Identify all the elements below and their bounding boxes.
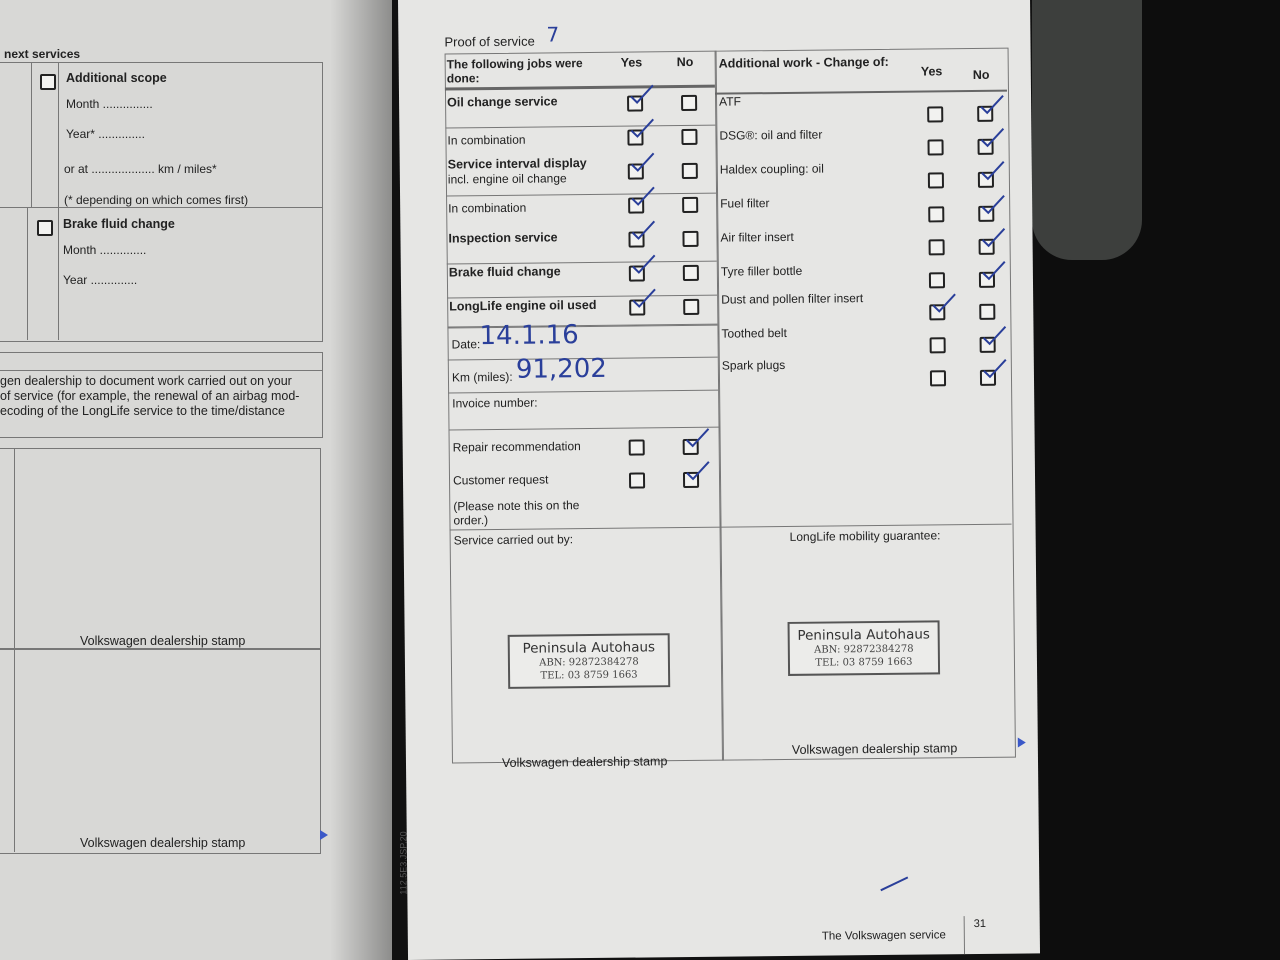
job-label: Service interval display xyxy=(447,156,587,172)
additional-tick xyxy=(979,94,1005,116)
date-label: Date: xyxy=(451,337,481,352)
repair-yes-checkbox[interactable] xyxy=(629,439,645,455)
job-no-checkbox[interactable] xyxy=(683,265,699,281)
job-no-checkbox[interactable] xyxy=(683,299,699,315)
job-label: Brake fluid change xyxy=(448,264,561,280)
side-code: 112.5E3.JSP.20 xyxy=(398,831,409,895)
additional-scope-note: (* depending on which comes first) xyxy=(64,193,249,207)
order-note: (Please note this on the order.) xyxy=(453,498,580,528)
pen-mark xyxy=(880,876,908,891)
additional-scope-title: Additional scope xyxy=(66,71,167,85)
additional-yes-checkbox[interactable] xyxy=(927,106,943,122)
page-shadow xyxy=(330,0,392,960)
job-yes-tick xyxy=(630,185,656,207)
brake-fluid-title: Brake fluid change xyxy=(63,217,175,231)
additional-label: Air filter insert xyxy=(720,229,794,245)
job-label: In combination xyxy=(447,132,526,148)
additional-yes-checkbox[interactable] xyxy=(930,370,946,386)
proof-title: Proof of service xyxy=(444,33,535,50)
additional-scope-month: Month ............... xyxy=(66,97,153,111)
job-no-checkbox[interactable] xyxy=(681,129,697,145)
proof-number: 7 xyxy=(546,22,560,47)
stamp-label-guarantee: Volkswagen dealership stamp xyxy=(791,741,958,757)
additional-yes-checkbox[interactable] xyxy=(928,172,944,188)
dealer-stamp-right xyxy=(788,620,941,676)
additional-tick xyxy=(982,358,1008,380)
stamp-label-1: Volkswagen dealership stamp xyxy=(80,634,246,648)
right-page xyxy=(398,0,1040,960)
info-line-3: ecoding of the LongLife service to the time/distance xyxy=(0,404,285,418)
customer-yes-checkbox[interactable] xyxy=(629,472,645,488)
additional-tick xyxy=(979,127,1005,149)
job-label: Oil change service xyxy=(447,94,558,110)
additional-tick xyxy=(980,160,1006,182)
additional-scope-year: Year* .............. xyxy=(66,127,145,141)
repair-label: Repair recommendation xyxy=(452,439,581,455)
additional-label: Fuel filter xyxy=(720,196,770,211)
repair-no-tick xyxy=(684,427,710,449)
additional-scope-km: or at ................... km / miles* xyxy=(64,162,217,176)
km-value: 91,202 xyxy=(515,353,608,385)
service-by-label: Service carried out by: xyxy=(453,532,574,548)
additional-no-checkbox[interactable] xyxy=(979,304,995,320)
additional-scope-checkbox[interactable] xyxy=(40,74,56,90)
info-line-1: gen dealership to document work carried out on your xyxy=(0,374,292,388)
additional-label: ATF xyxy=(719,94,741,109)
next-services-header: next services xyxy=(4,47,81,61)
additional-label: DSG®: oil and filter xyxy=(719,127,823,143)
additional-yes-header: Yes xyxy=(920,64,943,79)
additional-label: Dust and pollen filter insert xyxy=(721,291,864,307)
stamp-tel: TEL: 03 8759 1663 xyxy=(540,669,638,682)
additional-tick xyxy=(980,194,1006,216)
brake-fluid-year: Year .............. xyxy=(63,273,138,287)
stamp-abn: ABN: 92872384278 xyxy=(539,656,639,669)
additional-tick xyxy=(981,260,1007,282)
stamp-label-service: Volkswagen dealership stamp xyxy=(501,754,668,770)
date-value: 14.1.16 xyxy=(479,320,579,352)
stamp-box-top xyxy=(0,448,321,650)
stamp-label-2: Volkswagen dealership stamp xyxy=(80,836,246,850)
job-yes-tick xyxy=(631,287,657,309)
job-sublabel: incl. engine oil change xyxy=(447,171,567,187)
additional-header: Additional work - Change of: xyxy=(718,54,889,71)
next-page-arrow-icon xyxy=(320,830,328,840)
next-page-arrow-icon xyxy=(1018,737,1026,747)
footer-title: The Volkswagen service xyxy=(821,929,946,943)
km-label: Km (miles): xyxy=(451,369,513,385)
page-number: 31 xyxy=(973,917,987,931)
additional-label: Toothed belt xyxy=(721,325,787,341)
stamp-abn: ABN: 92872384278 xyxy=(814,643,914,656)
jobs-no-header: No xyxy=(676,54,694,70)
jobs-yes-header: Yes xyxy=(620,55,643,70)
additional-yes-checkbox[interactable] xyxy=(927,139,943,155)
additional-no-header: No xyxy=(972,67,990,82)
additional-tick xyxy=(931,292,957,314)
brake-fluid-checkbox[interactable] xyxy=(37,220,53,236)
additional-label: Haldex coupling: oil xyxy=(719,161,824,177)
additional-tick xyxy=(980,227,1006,249)
additional-label: Spark plugs xyxy=(721,357,786,373)
job-no-checkbox[interactable] xyxy=(682,163,698,179)
stamp-name: Peninsula Autohaus xyxy=(522,639,656,657)
additional-label: Tyre filler bottle xyxy=(720,263,803,279)
job-yes-tick xyxy=(630,151,656,173)
job-label: LongLife engine oil used xyxy=(449,297,597,314)
job-yes-tick xyxy=(630,219,656,241)
jobs-header: The following jobs were done: xyxy=(446,56,583,86)
additional-yes-checkbox[interactable] xyxy=(929,239,945,255)
stamp-name: Peninsula Autohaus xyxy=(797,626,931,644)
stamp-box-bottom xyxy=(0,648,321,854)
job-no-checkbox[interactable] xyxy=(682,197,698,213)
info-line-2: of service (for example, the renewal of an airbag mod- xyxy=(0,389,300,403)
job-label: Inspection service xyxy=(448,230,558,246)
customer-no-tick xyxy=(685,460,711,482)
invoice-label: Invoice number: xyxy=(452,395,538,411)
additional-yes-checkbox[interactable] xyxy=(928,206,944,222)
brake-fluid-month: Month .............. xyxy=(63,243,147,257)
stamp-tel: TEL: 03 8759 1663 xyxy=(815,656,913,669)
job-yes-tick xyxy=(629,83,655,105)
additional-tick xyxy=(981,325,1007,347)
job-no-checkbox[interactable] xyxy=(682,231,698,247)
job-yes-tick xyxy=(631,253,657,275)
job-no-checkbox[interactable] xyxy=(681,95,697,111)
job-yes-tick xyxy=(629,117,655,139)
additional-yes-checkbox[interactable] xyxy=(930,337,946,353)
guarantee-label: LongLife mobility guarantee: xyxy=(789,528,941,544)
customer-label: Customer request xyxy=(452,472,549,488)
job-label: In combination xyxy=(448,200,527,216)
additional-yes-checkbox[interactable] xyxy=(929,272,945,288)
background-object xyxy=(1032,0,1142,260)
left-page xyxy=(0,0,392,960)
dealer-stamp-left xyxy=(508,633,671,689)
